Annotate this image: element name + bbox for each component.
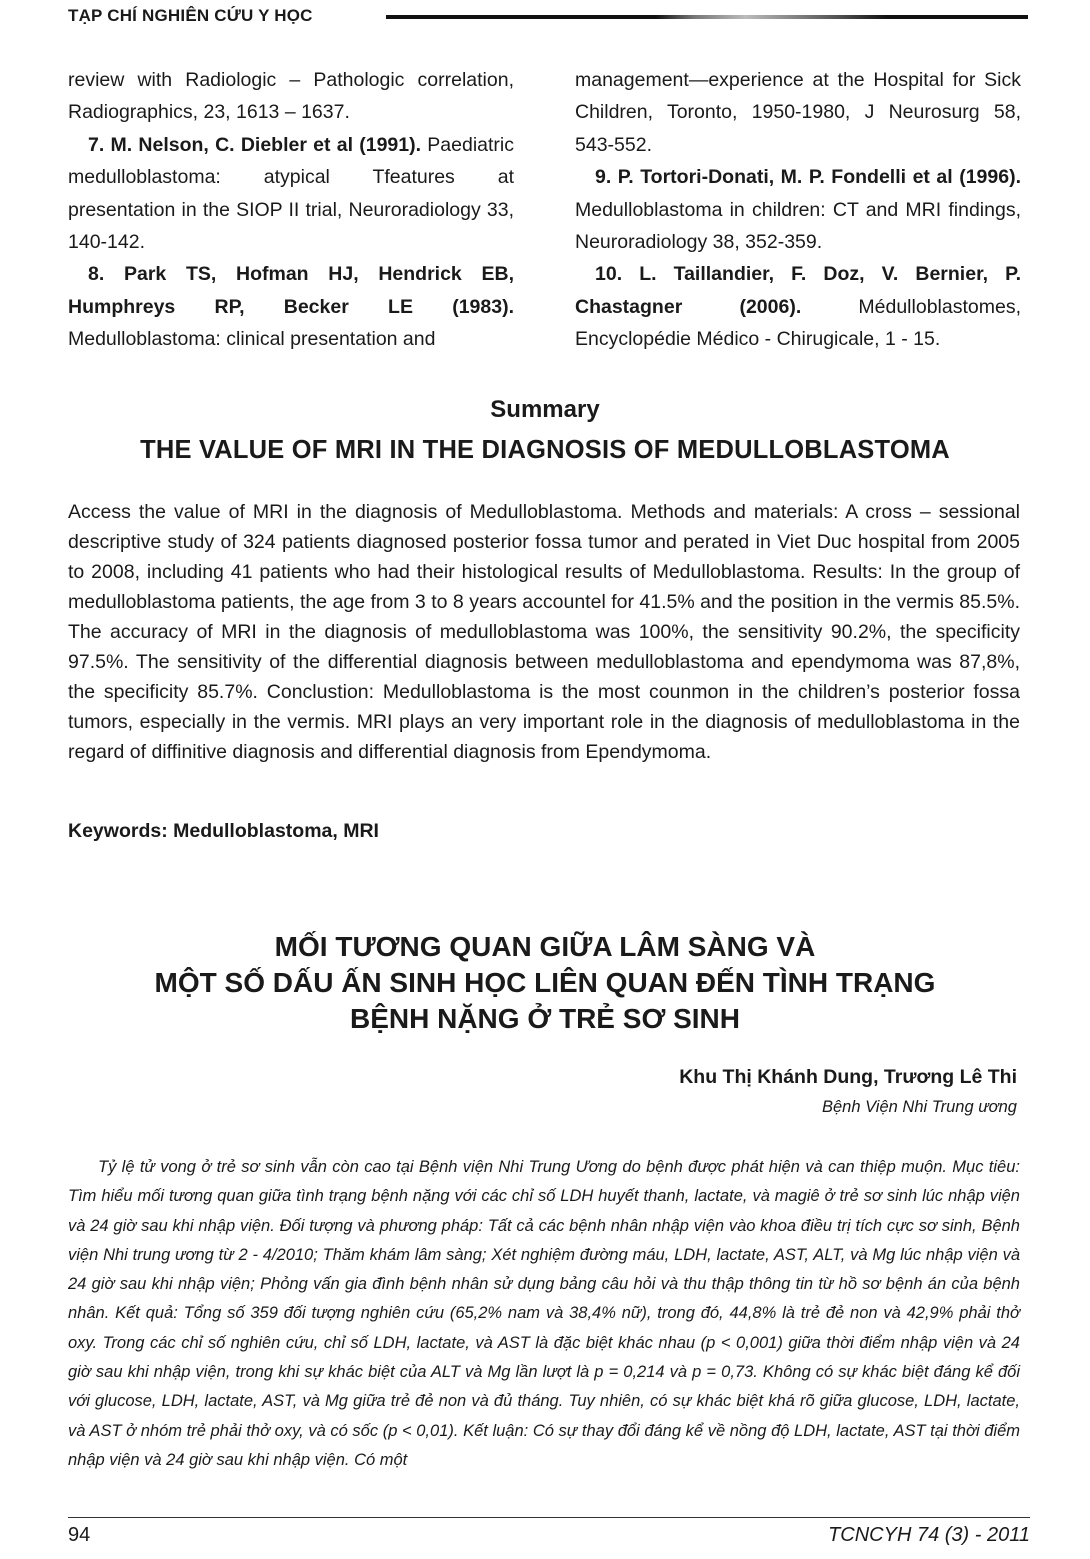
summary-title: THE VALUE OF MRI IN THE DIAGNOSIS OF MEDULLOBLASTOMA [140,436,950,464]
article-title-line-3: BỆNH NẶNG Ở TRẺ SƠ SINH [349,1003,741,1034]
reference-10-authors: 10. L. Taillandier, F. Doz, V. Bernier, P. Chastagner (2006). [575,263,1021,318]
article-abstract: Tỷ lệ tử vong ở trẻ sơ sinh vẫn còn cao tại Bệnh viện Nhi Trung Ương do bệnh được phát hiện và can thiệp muộn. Mục tiêu: Tìm hiểu mối tương quan giữa tình trạng bệnh nặng với các chỉ số LDH huyết thanh, lactate, và magiê ở trẻ sơ sinh lúc nhập viện và 24 giờ sau khi nhập viện. Đối tượng và phương pháp: Tất cả các bệnh nhân nhập viện vào khoa điều trị tích cực sơ sinh, Bệnh viện Nhi trung ương từ 2 - 4/2010; Thăm khám lâm sàng; Xét nghiệm đường máu, LDH, lactate, AST, ALT, và Mg lúc nhập viện và 24 giờ sau khi nhập viện; Phỏng vấn gia đình bệnh nhân sử dụng bảng câu hỏi và thu thập thông tin từ hồ sơ bệnh án của bệnh nhân. Kết quả: Tổng số 359 đối tượng nghiên cứu (65,2% nam và 38,4% nữ), trong đó, 44,8% là trẻ đẻ non và 42,9% phải thở oxy. Trong các chỉ số nghiên cứu, chỉ số LDH, lactate, và AST là đặc biệt khác nhau (p < 0,001) giữa thời điểm nhập viện và 24 giờ sau khi nhập viện, trong khi sự khác biệt của ALT và Mg lần lượt là p = 0,214 và p = 0,73. Không có sự khác biệt đáng kể đối với glucose, LDH, lactate, AST, và Mg giữa trẻ đẻ non và đủ tháng. Tuy nhiên, có sự khác biệt khá rõ giữa glucose, LDH, lactate, và AST ở nhóm trẻ phải thở oxy, và có sốc (p < 0,01). Kết luận: Có sự thay đổi đáng kể về nồng độ LDH, lactate, AST tại thời điểm nhập viện và 24 giờ sau khi nhập viện. Có một [68,1158,1020,1469]
article-affiliation: Bệnh Viện Nhi Trung ương [821,1098,1017,1116]
article-title-line-1: MỐI TƯƠNG QUAN GIỮA LÂM SÀNG VÀ [274,931,816,962]
reference-9-text: Medulloblastoma in children: CT and MRI findings, Neuroradiology 38, 352-359. [575,198,1021,254]
page-number: 94 [68,1524,91,1546]
footer-rule [68,1517,1030,1518]
reference-7-authors: 7. M. Nelson, C. Diebler et al (1991). [88,133,422,156]
reference-9-authors: 9. P. Tortori-Donati, M. P. Fondelli et al (1996). [595,166,1021,189]
reference-8-authors: 8. Park TS, Hofman HJ, Hendrick EB, Humphreys RP, Becker LE (1983). [68,263,514,318]
reference-10 [575,258,1021,355]
reference-6-continued: review with Radiologic – Pathologic correlation, Radiographics, 23, 1613 – 1637. [68,69,514,124]
running-header [68,6,1028,28]
summary-heading: Summary [490,396,600,423]
journal-name: TẠP CHÍ NGHIÊN CỨU Y HỌC [68,6,313,25]
keywords: Keywords: Medulloblastoma, MRI [68,820,379,842]
reference-7 [68,129,514,259]
summary-abstract: Access the value of MRI in the diagnosis of Medulloblastoma. Methods and materials: A cross – sessional descriptive study of 324 patients diagnosed posterior fossa tumor and perated in Viet Duc hospital from 2005 to 2008, including 41 patients who had their histological results of Medulloblastoma. Results: In the group of medulloblastoma patients, the age from 3 to 8 years accountel for 41.5% and the position in the vermis 85.5%. The accuracy of MRI in the diagnosis of medulloblastoma was 100%, the sensitivity 90.2%, the specificity 97.5%. The sensitivity of the differential diagnosis between medulloblastoma and ependymoma was 87,8%, the specificity 85.7%. Conclustion: Medulloblastoma is the most counmon in the children’s posterior fossa tumors, especially in the vermis. MRI plays an very important role in the diagnosis of medulloblastoma in the regard of diffinitive diagnosis and differential diagnosis from Ependymoma. [68,501,1020,763]
reference-10-text: Médulloblastomes, Encyclopédie Médico - Chirugicale, 1 - 15. [575,295,1021,351]
article-title-line-2: MỘT SỐ DẤU ẤN SINH HỌC LIÊN QUAN ĐẾN TÌNH TRẠNG [154,967,936,998]
article-authors: Khu Thị Khánh Dung, Trương Lê Thi [679,1066,1017,1088]
references-right-column [575,64,1021,356]
reference-8-text: Medulloblastoma: clinical presentation and [68,328,436,351]
references-left-column [68,64,514,356]
references-section [68,64,1030,364]
reference-9 [575,161,1021,258]
article-title [0,929,1090,1037]
journal-issue: TCNCYH 74 (3) - 2011 [828,1524,1030,1546]
reference-8 [68,258,514,355]
header-rule [386,15,1028,19]
reference-8-continued: management—experience at the Hospital for Sick Children, Toronto, 1950-1980, J Neurosurg 58, 543-552. [575,69,1021,156]
reference-7-text: Paediatric medulloblastoma: atypical Tfeatures at presentation in the SIOP II trial, Neuroradiology 33, 140-142. [68,133,514,254]
